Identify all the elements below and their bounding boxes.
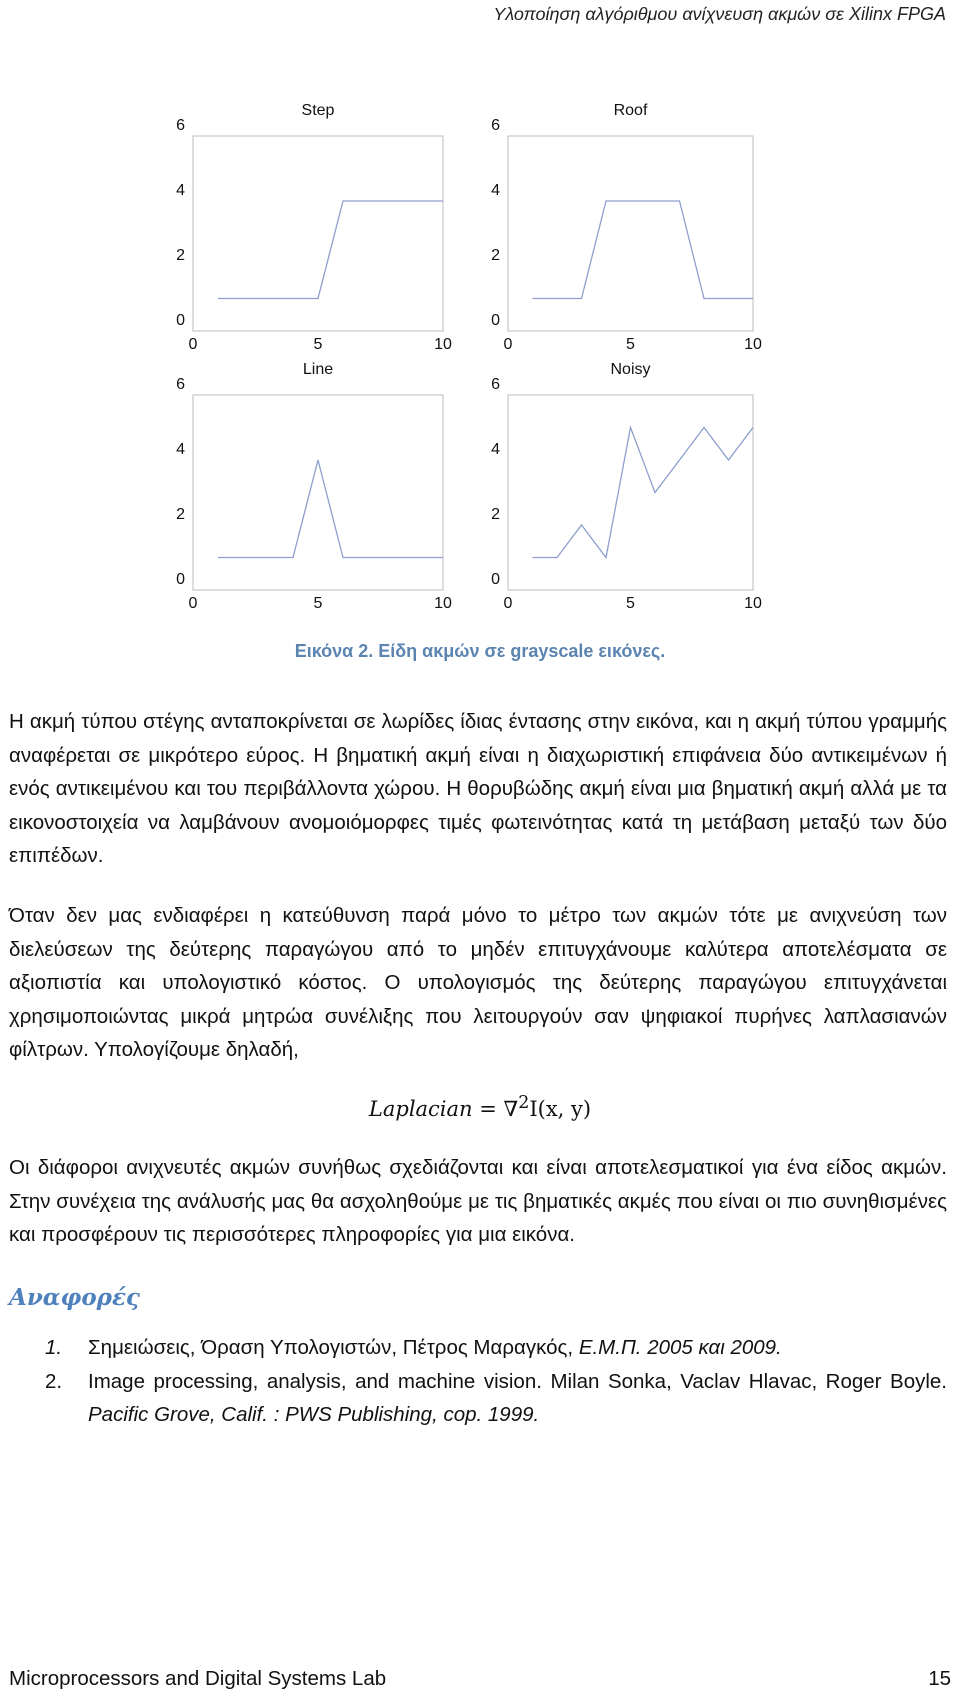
x-tick-label: 10: [434, 336, 452, 353]
y-tick-label: 4: [176, 182, 185, 199]
x-tick-label: 10: [434, 595, 452, 612]
reference-number: 1.: [45, 1336, 63, 1359]
chart-title: Roof: [613, 102, 648, 119]
formula-nabla: = ∇: [472, 1097, 519, 1121]
formula-lhs: Laplacian: [368, 1097, 473, 1121]
reference-source: Ε.Μ.Π. 2005 και 2009.: [578, 1336, 782, 1359]
x-tick-label: 10: [744, 336, 762, 353]
paragraph-edge-types: Η ακμή τύπου στέγης ανταποκρίνεται σε λωρίδες ίδιας έντασης στην εικόνα, και η ακμή τύπου γραμμής αναφέρεται σε μικρότερο εύρος. Η βηματική ακμή είναι η διαχωριστική επιφάνεια δύο αντικειμένων ή ενός αντικειμένου και του περιβάλλοντα χώρου. Η θορυβώδης ακμή είναι μια βηματική ακμή αλλά με τα εικονοστοιχεία να λαμβάνουν ανομοιόμορφες τιμές φωτεινότητας κατά τη μετάβαση μεταξύ των δύο επιπέδων.: [9, 710, 947, 867]
y-tick-label: 6: [176, 117, 185, 134]
reference-text: Image processing, analysis, and machine vision. Milan Sonka, Vaclav Hlavac, Roger Boyle.: [88, 1369, 947, 1393]
plot-frame: [193, 136, 443, 331]
paragraph-detectors: Οι διάφοροι ανιχνευτές ακμών συνήθως σχεδιάζονται και είναι αποτελεσματικοί για ένα είδος ακμών. Στην συνέχεια της ανάλυσής μας θα ασχοληθούμε με τις βηματικές ακμές που είναι οι πιο συνηθισμένες και προσφέρουν τις περισσότερες πληροφορίες για μια εικόνα.: [9, 1156, 947, 1246]
chart-title: Step: [301, 102, 335, 119]
figure-caption: Εικόνα 2. Είδη ακμών σε grayscale εικόνες.: [294, 641, 666, 661]
formula-rhs: I(x, y): [529, 1097, 592, 1121]
y-tick-label: 0: [176, 312, 185, 329]
plot-frame: [193, 395, 443, 590]
x-tick-label: 5: [313, 595, 323, 612]
running-header: Υλοποίηση αλγόριθμου ανίχνευση ακμών σε Xilinx FPGA: [493, 4, 946, 24]
x-tick-label: 0: [188, 336, 198, 353]
series-line: [218, 201, 443, 299]
reference-item: [45, 1331, 947, 1365]
y-tick-label: 0: [491, 312, 500, 329]
laplacian-formula: [0, 1093, 960, 1121]
reference-number: 2.: [45, 1369, 63, 1393]
x-tick-label: 0: [503, 595, 513, 612]
y-tick-label: 0: [491, 571, 500, 588]
series-line: [218, 460, 443, 558]
x-tick-label: 0: [188, 595, 198, 612]
x-tick-label: 10: [744, 595, 762, 612]
paragraph-second-derivative: Όταν δεν μας ενδιαφέρει η κατεύθυνση παρά μόνο το μέτρο των ακμών τότε με ανιχνεύση των διελεύσεων της δεύτερης παραγώγου από το μηδέν επιτυγχάνουμε καλύτερα αποτελέσματα σε αξιοπιστία και υπολογιστικό κόστος. Ο υπολογισμός της δεύτερης παραγώγου επιτυγχάνεται χρησιμοποιώντας μικρά μητρώα συνέλιξης που λειτουργούν σαν ψηφιακοί πυρήνες λαπλασιανών φίλτρων. Υπολογίζουμε δηλαδή,: [9, 904, 947, 1061]
page-number: 15: [928, 1667, 951, 1690]
y-tick-label: 0: [176, 571, 185, 588]
plot-frame: [508, 395, 753, 590]
y-tick-label: 2: [491, 247, 500, 264]
chart-title: Line: [302, 361, 334, 378]
y-tick-label: 6: [491, 376, 500, 393]
series-line: [533, 428, 754, 558]
edge-types-figure: [0, 0, 960, 640]
x-tick-label: 0: [503, 336, 513, 353]
page-footer: [9, 1667, 951, 1691]
x-tick-label: 5: [626, 595, 635, 612]
reference-text: Σημειώσεις, Όραση Υπολογιστών, Πέτρος Μαραγκός,: [88, 1336, 579, 1359]
y-tick-label: 2: [176, 506, 185, 523]
reference-item: [45, 1365, 947, 1432]
footer-lab-name: Microprocessors and Digital Systems Lab: [9, 1667, 387, 1690]
references-heading: Αναφορές: [9, 1284, 140, 1311]
plot-frame: [508, 136, 753, 331]
chart-title: Noisy: [610, 361, 651, 378]
y-tick-label: 4: [176, 441, 185, 458]
x-tick-label: 5: [313, 336, 323, 353]
reference-source: Pacific Grove, Calif. : PWS Publishing, cop. 1999.: [88, 1403, 540, 1426]
y-tick-label: 4: [491, 182, 500, 199]
y-tick-label: 2: [176, 247, 185, 264]
references-list: [45, 1331, 947, 1432]
x-tick-label: 5: [626, 336, 635, 353]
y-tick-label: 2: [491, 506, 500, 523]
series-line: [533, 201, 754, 299]
formula-exponent: 2: [518, 1093, 530, 1113]
y-tick-label: 6: [491, 117, 500, 134]
y-tick-label: 6: [176, 376, 185, 393]
y-tick-label: 4: [491, 441, 500, 458]
